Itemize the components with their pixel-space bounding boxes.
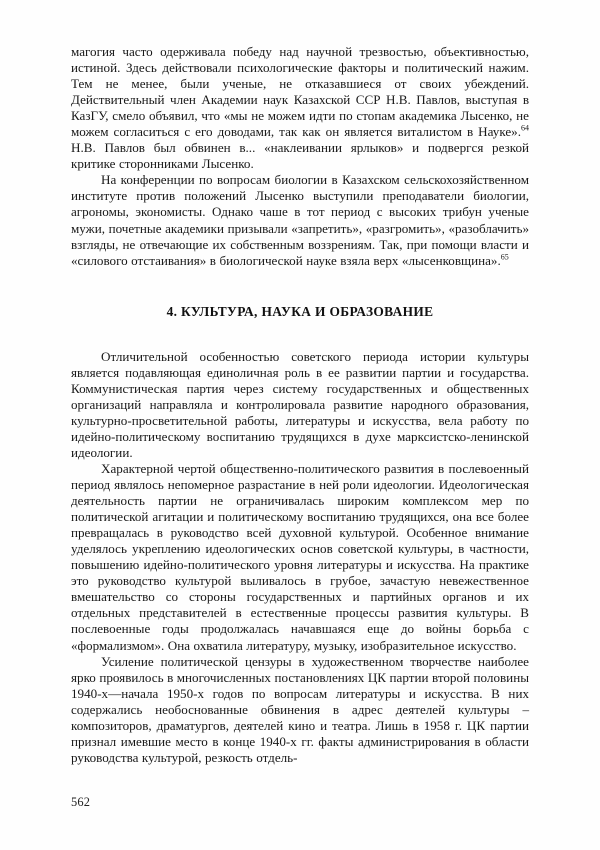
paragraph: Отличительной особенностью советского периода истории культуры является подавляющая единоличная роль в ее развитии партии и государства. Коммунистическая партия через систему государственных и общественных организаций направляла и контролировала развитие народного образования, культурно-просветительной работы, литературы и искусства, вела работу по идейно-политическому воспитанию трудящихся в духе марксистско-ленинской идеологии. bbox=[71, 348, 529, 460]
paragraph-group-after-heading bbox=[71, 349, 529, 766]
paragraph: Усиление политической цензуры в художественном творчестве наиболее ярко проявилось в многочисленных постановлениях ЦК партии второй половины 1940-х—начала 1950-х годов по вопросам литературы и искусства. В них содержались необоснованные обвинения в адрес деятелей культуры – композиторов, драматургов, деятелей кино и театра. Лишь в 1958 г. ЦК партии признал имевшие место в конце 1940-х гг. факты администрирования в области руководства культурой, резкость отдель- bbox=[71, 653, 529, 765]
page-text-block bbox=[71, 44, 529, 766]
paragraph-group-before-heading bbox=[71, 44, 529, 269]
paragraph: На конференции по вопросам биологии в Казахском сельскохозяйственном институте против положений Лысенко выступили преподаватели биологии, агрономы, экономисты. Однако чаше в тот период с высоких трибун ученые мужи, почетные академики призывали «запретить», «разгромить», «разоблачить» взгляды, не отвечающие их собственным воззрениям. Так, при помощи власти и «силового отстаивания» в биологической науке взяла верх «лысенковщина».$^{65}$ bbox=[71, 172, 529, 268]
section-heading: 4. КУЛЬТУРА, НАУКА И ОБРАЗОВАНИЕ bbox=[166, 303, 434, 319]
footnote-marker: 65 bbox=[500, 252, 509, 262]
footnote-marker: 64 bbox=[521, 123, 529, 133]
paragraph: Характерной чертой общественно-политического развития в послевоенный период являлось непомерное разрастание в ней роли идеологии. Идеологическая деятельность партии не ограничивалась широким комплексом мер по политической агитации и политическому воспитанию трудящихся, она все более превращалась в руководство всей духовной культурой. Особенное внимание уделялось укреплению идеологических основ советской культуры, в частности, повышению идейно-политического уровня литературы и искусства. На практике это руководство культурой выливалось в грубое, зачастую невежественное вмешательство со стороны государственных и партийных органов и их отдельных представителей в естественные процессы развития культуры. В послевоенные годы продолжалась начавшаяся еще до войны борьба с «формализмом». Она охватила литературу, музыку, изобразительное искусство. bbox=[71, 460, 529, 653]
heading-space-below bbox=[71, 320, 529, 349]
paragraph: магогия часто одерживала победу над научной трезвостью, объективностью, истиной. Здесь действовали психологические факторы и политический нажим. Тем не менее, были ученые, не отказавшиеся от своих убеждений. Действительный член Академии наук Казахской ССР Н.В. Павлов, выступая в КазГУ, смело объявил, что «мы не можем идти по стопам академика Лысенко, не можем согласиться с его доводами, так как он является виталистом в Науке».$^{64}$ Н.В. Павлов был обвинен в... «наклеивании ярлыков» и подвергся резкой критике сторонниками Лысенко. bbox=[71, 44, 529, 172]
page-number: 562 bbox=[71, 795, 91, 809]
heading-space-above bbox=[71, 269, 529, 304]
